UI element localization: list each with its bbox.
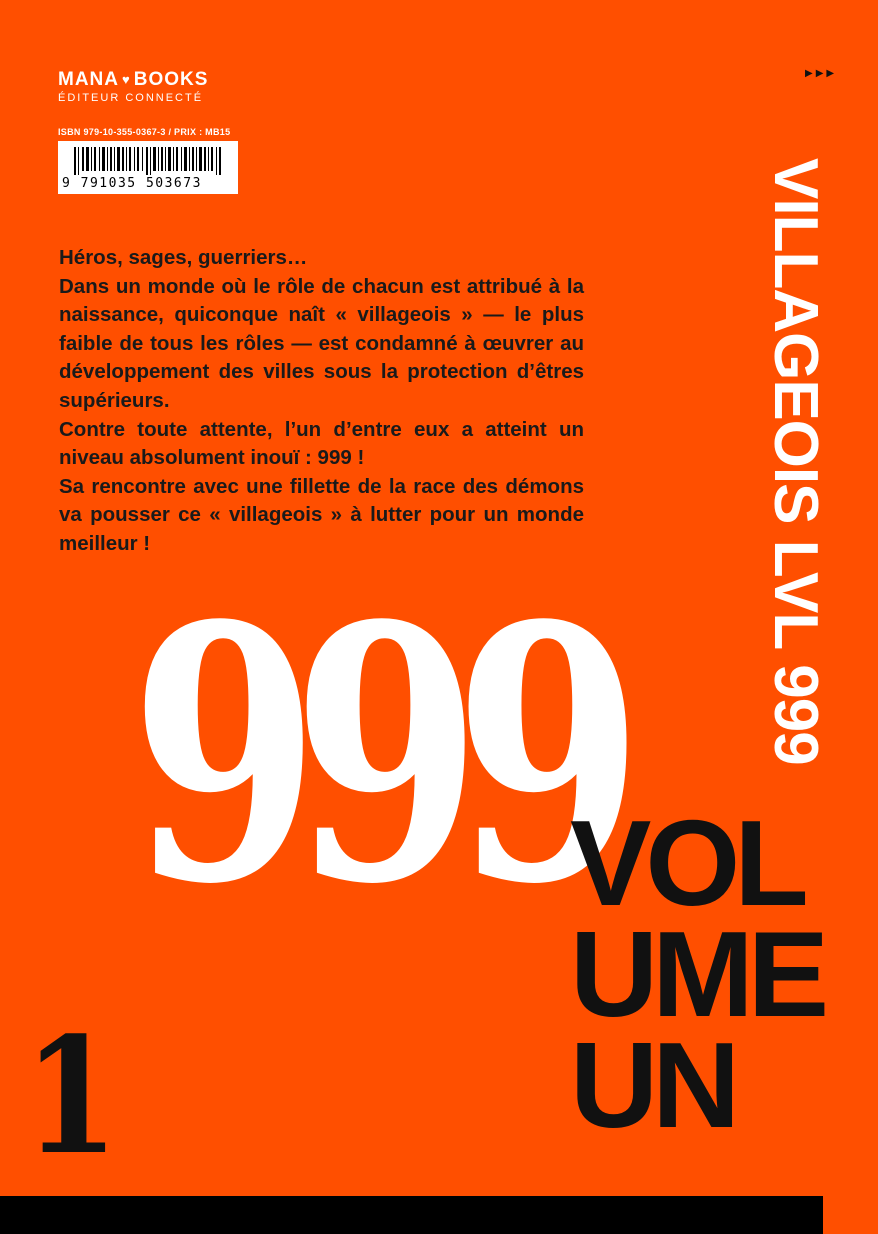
big-number: 999 [130,549,616,961]
isbn-price-line: ISBN 979-10-355-0367-3 / PRIX : MB15 [58,127,231,137]
volume-line: UN [570,1017,735,1153]
volume-number: 1 [24,1002,119,1190]
barcode-digits: 9 791035 503673 [62,176,202,191]
series-title-vertical: VILLAGEOIS LVL 999 [761,158,830,765]
synopsis-paragraph: Dans un monde où le rôle de chacun est attribué à la naissance, quiconque naît « villageois » — le plus faible de tous les rôles — est condamné à œuvrer au développement des villes sous la protection d’êtres supérieurs. [59,274,584,412]
synopsis-paragraph: Contre toute attente, l’un d’entre eux a atteint un niveau absolument inouï : 999 ! [59,417,584,470]
publisher-logo [58,70,208,105]
publisher-name [58,70,208,90]
publisher-tagline: ÉDITEUR CONNECTÉ [58,92,204,104]
synopsis-paragraph: Héros, sages, guerriers… [59,246,308,269]
publisher-name-left: MANA [58,69,119,90]
arrows-icon: ▶▶▶ [805,68,838,79]
barcode-bars-icon [74,147,224,175]
volume-label [570,795,824,1153]
barcode [58,141,238,194]
synopsis [59,244,584,559]
publisher-name-right: BOOKS [133,69,209,90]
volume-line: UME [570,906,824,1042]
volume-line: VOL [570,795,803,931]
heart-icon: ♥ [122,72,131,87]
bottom-band [0,1196,823,1234]
synopsis-paragraph: Sa rencontre avec une fillette de la race des démons va pousser ce « villageois » à lutter pour un monde meilleur ! [59,474,584,555]
